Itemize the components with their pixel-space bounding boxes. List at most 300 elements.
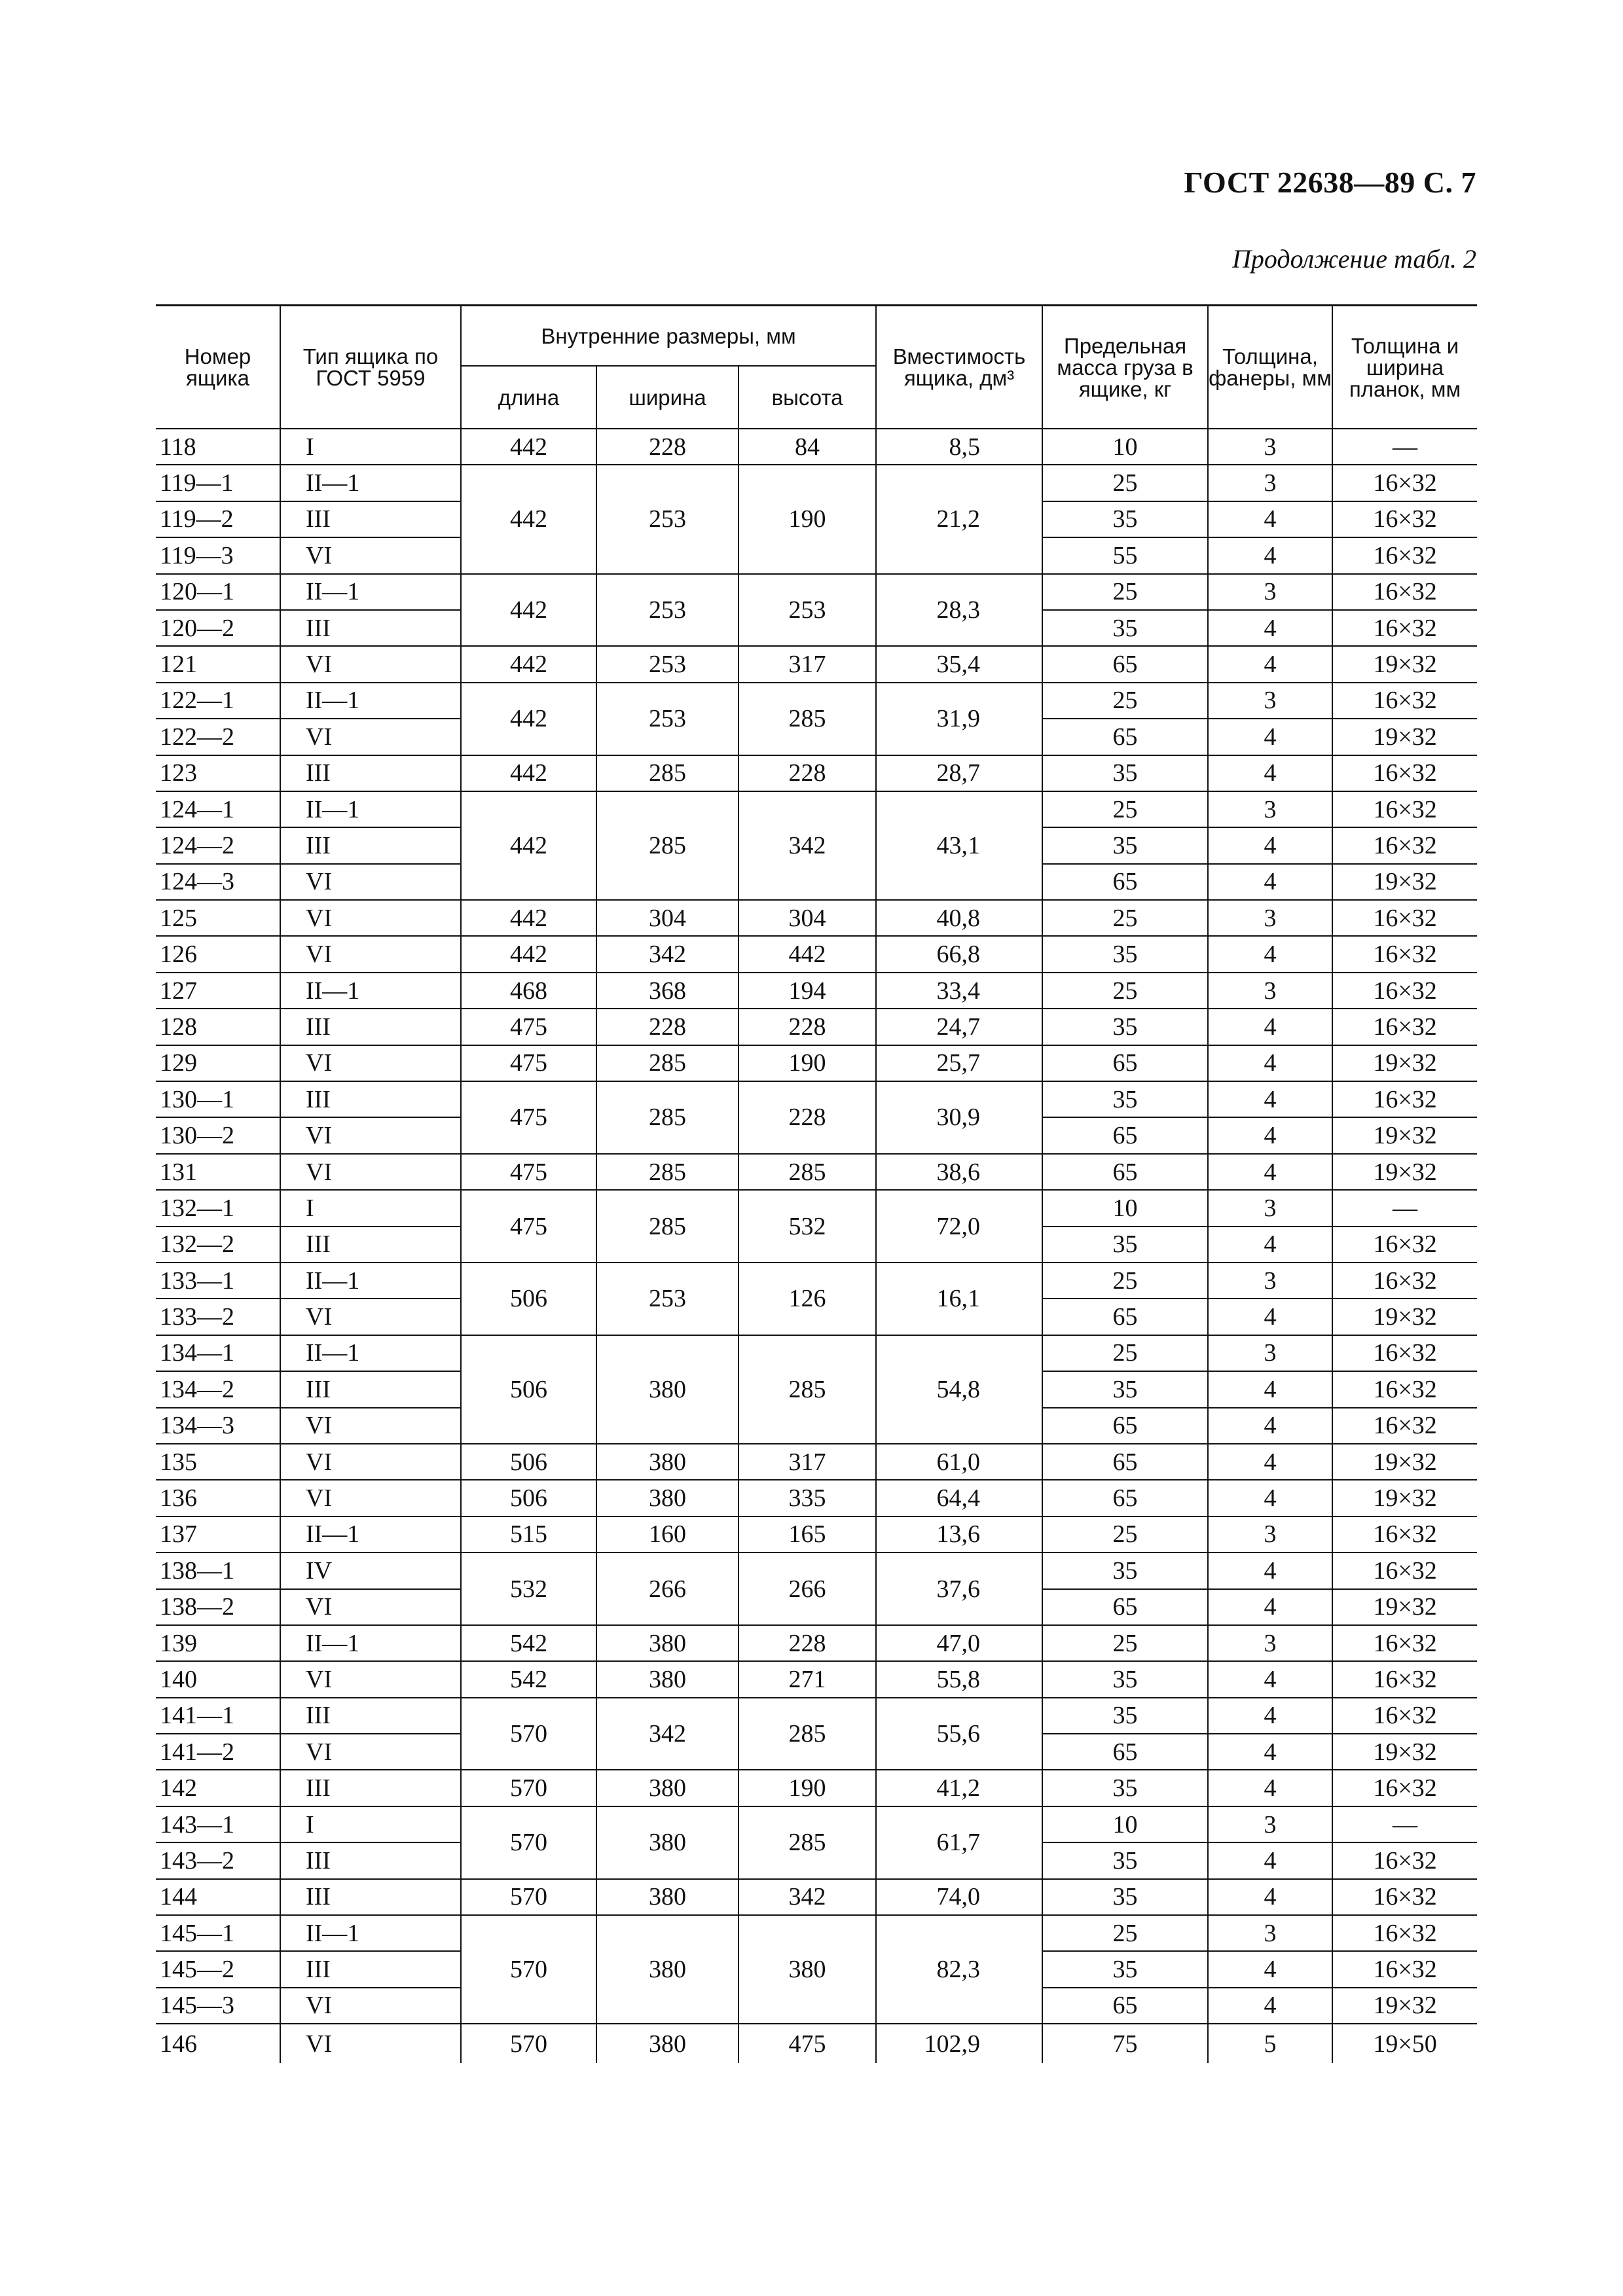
plywood-thickness-cell: 4 [1208,1734,1332,1770]
width-cell: 285 [596,755,739,791]
width-cell: 253 [596,574,739,647]
width-cell: 285 [596,791,739,900]
box-number-cell: 131 [156,1154,280,1190]
max-load-cell: 35 [1042,1770,1208,1806]
height-cell: 228 [739,1009,876,1045]
plywood-thickness-cell: 3 [1208,1190,1332,1226]
length-cell: 442 [461,755,596,791]
box-type-cell: III [280,1951,461,1987]
table-row [156,1190,1477,1226]
slats-cell: 16×32 [1332,973,1477,1009]
width-cell: 380 [596,1480,739,1516]
height-cell: 532 [739,1190,876,1263]
max-load-cell: 35 [1042,1842,1208,1878]
box-type-cell: VI [280,1154,461,1190]
capacity-cell: 47,0 [876,1625,1042,1661]
table-row [156,755,1477,791]
length-cell: 442 [461,683,596,755]
slats-cell: 16×32 [1332,501,1477,537]
slats-cell: 19×32 [1332,1117,1477,1153]
max-load-cell: 35 [1042,1552,1208,1588]
plywood-thickness-cell: 4 [1208,1444,1332,1480]
slats-cell: 16×32 [1332,900,1477,936]
box-type-cell: VI [280,864,461,900]
box-number-cell: 130—2 [156,1117,280,1153]
plywood-thickness-cell: 4 [1208,719,1332,755]
capacity-cell: 54,8 [876,1335,1042,1444]
table-row [156,574,1477,610]
length-cell: 570 [461,1915,596,2024]
height-cell: 285 [739,1698,876,1770]
box-type-cell: VI [280,1734,461,1770]
max-load-cell: 65 [1042,1444,1208,1480]
plywood-thickness-cell: 4 [1208,1408,1332,1444]
box-number-cell: 136 [156,1480,280,1516]
height-cell: 190 [739,1045,876,1081]
table-row [156,429,1477,465]
max-load-cell: 65 [1042,864,1208,900]
box-type-cell: I [280,1806,461,1842]
plywood-thickness-cell: 5 [1208,2024,1332,2063]
max-load-cell: 10 [1042,1190,1208,1226]
box-type-cell: II—1 [280,1335,461,1371]
length-cell: 468 [461,973,596,1009]
box-number-cell: 120—2 [156,610,280,646]
plywood-thickness-cell: 4 [1208,1589,1332,1625]
height-cell: 194 [739,973,876,1009]
table-row [156,1263,1477,1299]
width-cell: 304 [596,900,739,936]
slats-cell: 16×32 [1332,1335,1477,1371]
max-load-cell: 35 [1042,1698,1208,1734]
box-number-cell: 142 [156,1770,280,1806]
max-load-cell: 25 [1042,465,1208,501]
table-row [156,1081,1477,1117]
length-cell: 570 [461,1698,596,1770]
box-type-cell: III [280,501,461,537]
height-cell: 285 [739,1806,876,1879]
width-cell: 228 [596,1009,739,1045]
capacity-cell: 25,7 [876,1045,1042,1081]
box-type-cell: II—1 [280,1915,461,1951]
box-number-cell: 133—1 [156,1263,280,1299]
table-row [156,791,1477,827]
max-load-cell: 35 [1042,1661,1208,1697]
box-type-cell: II—1 [280,574,461,610]
plywood-thickness-cell: 3 [1208,900,1332,936]
length-cell: 475 [461,1009,596,1045]
height-cell: 190 [739,465,876,573]
width-cell: 266 [596,1552,739,1625]
slats-cell: — [1332,1190,1477,1226]
max-load-cell: 25 [1042,1335,1208,1371]
length-cell: 542 [461,1625,596,1661]
height-cell: 342 [739,791,876,900]
length-cell: 506 [461,1335,596,1444]
plywood-thickness-cell: 3 [1208,465,1332,501]
height-cell: 285 [739,683,876,755]
length-cell: 475 [461,1045,596,1081]
max-load-cell: 25 [1042,683,1208,719]
box-number-cell: 135 [156,1444,280,1480]
box-number-cell: 119—2 [156,501,280,537]
box-number-cell: 118 [156,429,280,465]
max-load-cell: 65 [1042,1045,1208,1081]
plywood-thickness-cell: 3 [1208,973,1332,1009]
box-number-cell: 130—1 [156,1081,280,1117]
table-row [156,1045,1477,1081]
height-cell: 84 [739,429,876,465]
table-row [156,1335,1477,1371]
max-load-cell: 65 [1042,1299,1208,1335]
header-length: длина [461,366,596,429]
box-number-cell: 128 [156,1009,280,1045]
height-cell: 266 [739,1552,876,1625]
max-load-cell: 65 [1042,1734,1208,1770]
max-load-cell: 35 [1042,1009,1208,1045]
slats-cell: 16×32 [1332,1227,1477,1263]
length-cell: 442 [461,900,596,936]
length-cell: 475 [461,1190,596,1263]
table-row [156,1625,1477,1661]
slats-cell: 16×32 [1332,755,1477,791]
length-cell: 570 [461,1806,596,1879]
plywood-thickness-cell: 3 [1208,1516,1332,1552]
width-cell: 380 [596,1770,739,1806]
height-cell: 228 [739,1081,876,1154]
capacity-cell: 43,1 [876,791,1042,900]
box-type-cell: III [280,755,461,791]
slats-cell: 16×32 [1332,1661,1477,1697]
height-cell: 190 [739,1770,876,1806]
table-body [156,429,1477,2063]
box-number-cell: 132—2 [156,1227,280,1263]
box-type-cell: II—1 [280,791,461,827]
plywood-thickness-cell: 4 [1208,1770,1332,1806]
box-number-cell: 134—1 [156,1335,280,1371]
table-row [156,465,1477,501]
box-type-cell: III [280,1081,461,1117]
capacity-cell: 28,3 [876,574,1042,647]
capacity-cell: 72,0 [876,1190,1042,1263]
box-type-cell: III [280,1227,461,1263]
slats-cell: 16×32 [1332,574,1477,610]
slats-cell: 19×32 [1332,1589,1477,1625]
box-number-cell: 140 [156,1661,280,1697]
plywood-thickness-cell: 3 [1208,429,1332,465]
slats-cell: 16×32 [1332,1009,1477,1045]
plywood-thickness-cell: 3 [1208,683,1332,719]
plywood-thickness-cell: 3 [1208,574,1332,610]
box-type-cell: VI [280,1444,461,1480]
slats-cell: 16×32 [1332,1915,1477,1951]
box-type-cell: VI [280,2024,461,2063]
slats-cell: 19×50 [1332,2024,1477,2063]
width-cell: 380 [596,1879,739,1915]
capacity-cell: 41,2 [876,1770,1042,1806]
length-cell: 515 [461,1516,596,1552]
table-row [156,646,1477,682]
length-cell: 442 [461,429,596,465]
slats-cell: 16×32 [1332,683,1477,719]
box-type-cell: VI [280,1299,461,1335]
box-type-cell: II—1 [280,973,461,1009]
table-row [156,1480,1477,1516]
box-type-cell: VI [280,936,461,972]
length-cell: 506 [461,1444,596,1480]
box-type-cell: VI [280,537,461,573]
box-number-cell: 120—1 [156,574,280,610]
width-cell: 228 [596,429,739,465]
box-type-cell: II—1 [280,1263,461,1299]
box-number-cell: 126 [156,936,280,972]
header-capacity: Вместимость ящика, дм³ [876,306,1042,429]
slats-cell: 16×32 [1332,827,1477,863]
table-row [156,683,1477,719]
box-type-cell: VI [280,1589,461,1625]
capacity-cell: 64,4 [876,1480,1042,1516]
slats-cell: 16×32 [1332,1951,1477,1987]
plywood-thickness-cell: 4 [1208,1951,1332,1987]
max-load-cell: 65 [1042,646,1208,682]
slats-cell: — [1332,429,1477,465]
max-load-cell: 25 [1042,1625,1208,1661]
capacity-cell: 37,6 [876,1552,1042,1625]
box-number-cell: 138—2 [156,1589,280,1625]
box-type-cell: III [280,1371,461,1407]
length-cell: 442 [461,574,596,647]
box-type-cell: VI [280,1408,461,1444]
max-load-cell: 35 [1042,1951,1208,1987]
width-cell: 285 [596,1045,739,1081]
max-load-cell: 65 [1042,719,1208,755]
header-box-type: Тип ящика по ГОСТ 5959 [280,306,461,429]
capacity-cell: 61,7 [876,1806,1042,1879]
max-load-cell: 65 [1042,1154,1208,1190]
page-header: ГОСТ 22638—89 С. 7 [1184,166,1476,199]
plywood-thickness-cell: 4 [1208,1661,1332,1697]
box-number-cell: 133—2 [156,1299,280,1335]
max-load-cell: 65 [1042,1480,1208,1516]
slats-cell: 16×32 [1332,1081,1477,1117]
max-load-cell: 25 [1042,1516,1208,1552]
box-number-cell: 127 [156,973,280,1009]
box-number-cell: 138—1 [156,1552,280,1588]
box-number-cell: 121 [156,646,280,682]
capacity-cell: 8,5 [876,429,1042,465]
slats-cell: 16×32 [1332,1552,1477,1588]
box-number-cell: 122—1 [156,683,280,719]
width-cell: 380 [596,2024,739,2063]
max-load-cell: 35 [1042,827,1208,863]
plywood-thickness-cell: 4 [1208,537,1332,573]
length-cell: 442 [461,791,596,900]
plywood-thickness-cell: 4 [1208,1988,1332,2024]
plywood-thickness-cell: 4 [1208,1480,1332,1516]
box-number-cell: 145—1 [156,1915,280,1951]
box-number-cell: 132—1 [156,1190,280,1226]
length-cell: 542 [461,1661,596,1697]
box-number-cell: 125 [156,900,280,936]
box-type-cell: VI [280,646,461,682]
table-row [156,2024,1477,2063]
box-type-cell: VI [280,1480,461,1516]
box-number-cell: 141—2 [156,1734,280,1770]
plywood-thickness-cell: 4 [1208,1227,1332,1263]
slats-cell: 19×32 [1332,1734,1477,1770]
max-load-cell: 35 [1042,1227,1208,1263]
table-row [156,1879,1477,1915]
plywood-thickness-cell: 4 [1208,864,1332,900]
capacity-cell: 40,8 [876,900,1042,936]
length-cell: 475 [461,1081,596,1154]
slats-cell: 16×32 [1332,610,1477,646]
max-load-cell: 35 [1042,1879,1208,1915]
slats-cell: 16×32 [1332,1770,1477,1806]
box-type-cell: I [280,429,461,465]
box-type-cell: VI [280,1117,461,1153]
capacity-cell: 35,4 [876,646,1042,682]
box-type-cell: III [280,610,461,646]
width-cell: 380 [596,1625,739,1661]
length-cell: 506 [461,1480,596,1516]
table-row [156,1915,1477,1951]
header-width: ширина [596,366,739,429]
plywood-thickness-cell: 4 [1208,1842,1332,1878]
width-cell: 342 [596,1698,739,1770]
box-number-cell: 143—2 [156,1842,280,1878]
height-cell: 228 [739,755,876,791]
box-number-cell: 124—3 [156,864,280,900]
slats-cell: 19×32 [1332,1480,1477,1516]
box-number-cell: 119—1 [156,465,280,501]
plywood-thickness-cell: 4 [1208,827,1332,863]
length-cell: 570 [461,2024,596,2063]
box-number-cell: 139 [156,1625,280,1661]
width-cell: 380 [596,1915,739,2024]
header-max-load: Предельная масса груза в ящике, кг [1042,306,1208,429]
box-type-cell: III [280,827,461,863]
max-load-cell: 10 [1042,429,1208,465]
slats-cell: 19×32 [1332,1988,1477,2024]
max-load-cell: 35 [1042,936,1208,972]
height-cell: 126 [739,1263,876,1335]
box-number-cell: 137 [156,1516,280,1552]
width-cell: 253 [596,646,739,682]
box-number-cell: 134—3 [156,1408,280,1444]
height-cell: 253 [739,574,876,647]
plywood-thickness-cell: 4 [1208,1879,1332,1915]
box-type-cell: IV [280,1552,461,1588]
table-row [156,1698,1477,1734]
max-load-cell: 25 [1042,973,1208,1009]
slats-cell: 19×32 [1332,1299,1477,1335]
slats-cell: 16×32 [1332,1263,1477,1299]
box-number-cell: 124—2 [156,827,280,863]
max-load-cell: 10 [1042,1806,1208,1842]
slats-cell: — [1332,1806,1477,1842]
height-cell: 228 [739,1625,876,1661]
length-cell: 442 [461,646,596,682]
plywood-thickness-cell: 3 [1208,791,1332,827]
box-type-cell: II—1 [280,683,461,719]
plywood-thickness-cell: 4 [1208,1045,1332,1081]
box-number-cell: 146 [160,2030,197,2058]
capacity-cell: 38,6 [876,1154,1042,1190]
table-row [156,936,1477,972]
height-cell: 317 [739,1444,876,1480]
width-cell: 285 [596,1154,739,1190]
max-load-cell: 35 [1042,610,1208,646]
height-cell: 271 [739,1661,876,1697]
capacity-cell: 55,6 [876,1698,1042,1770]
max-load-cell: 65 [1042,1589,1208,1625]
box-number-cell: 145—2 [156,1951,280,1987]
height-cell: 342 [739,1879,876,1915]
plywood-thickness-cell: 3 [1208,1263,1332,1299]
plywood-thickness-cell: 4 [1208,755,1332,791]
slats-cell: 16×32 [1332,936,1477,972]
width-cell: 285 [596,1081,739,1154]
capacity-cell: 16,1 [876,1263,1042,1335]
capacity-cell: 21,2 [876,465,1042,573]
height-cell: 380 [739,1915,876,2024]
capacity-cell: 33,4 [876,973,1042,1009]
width-cell: 380 [596,1806,739,1879]
capacity-cell: 61,0 [876,1444,1042,1480]
length-cell: 570 [461,1770,596,1806]
slats-cell: 16×32 [1332,1698,1477,1734]
box-number-cell: 145—3 [156,1988,280,2024]
max-load-cell: 35 [1042,501,1208,537]
max-load-cell: 25 [1042,791,1208,827]
box-number-cell: 129 [156,1045,280,1081]
max-load-cell: 65 [1042,1988,1208,2024]
box-type-cell: VI [280,900,461,936]
box-type-cell: III [280,1842,461,1878]
width-cell: 285 [596,1190,739,1263]
box-type-cell: II—1 [280,465,461,501]
box-number-cell: 144 [156,1879,280,1915]
plywood-thickness-cell: 4 [1208,610,1332,646]
max-load-cell: 25 [1042,1915,1208,1951]
max-load-cell: 65 [1042,1408,1208,1444]
length-cell: 475 [461,1154,596,1190]
plywood-thickness-cell: 3 [1208,1915,1332,1951]
length-cell: 570 [461,1879,596,1915]
table-row [156,1552,1477,1588]
slats-cell: 19×32 [1332,1444,1477,1480]
capacity-cell: 74,0 [876,1879,1042,1915]
box-number-cell: 124—1 [156,791,280,827]
plywood-thickness-cell: 4 [1208,1698,1332,1734]
slats-cell: 19×32 [1332,719,1477,755]
max-load-cell: 25 [1042,574,1208,610]
capacity-cell: 55,8 [876,1661,1042,1697]
header-slats: Толщина и ширина планок, мм [1332,306,1477,429]
box-type-cell: III [280,1770,461,1806]
length-cell: 442 [461,465,596,573]
width-cell: 253 [596,683,739,755]
height-cell: 475 [739,2024,876,2063]
capacity-cell: 13,6 [876,1516,1042,1552]
width-cell: 368 [596,973,739,1009]
slats-cell: 16×32 [1332,1516,1477,1552]
height-cell: 285 [739,1154,876,1190]
plywood-thickness-cell: 3 [1208,1806,1332,1842]
table-row [156,973,1477,1009]
slats-cell: 16×32 [1332,1842,1477,1878]
